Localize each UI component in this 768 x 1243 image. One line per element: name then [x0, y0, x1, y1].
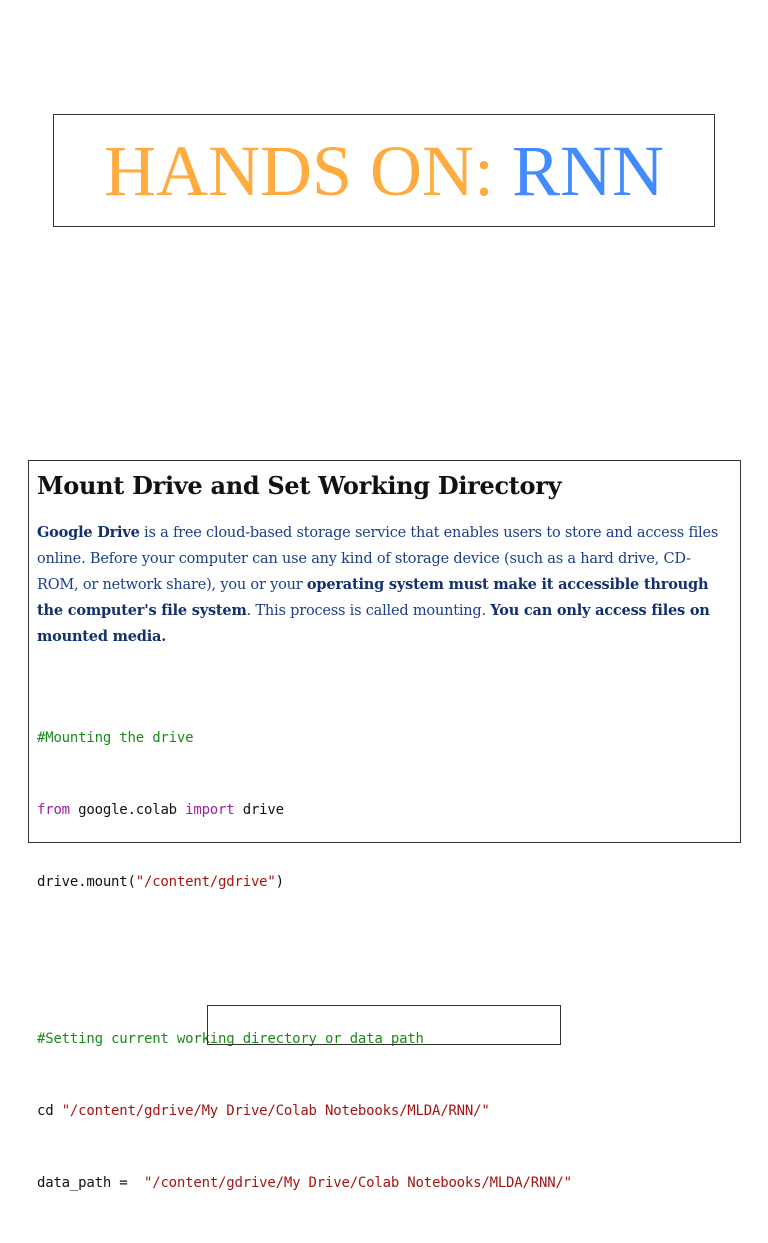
code-line-cd: [37, 1099, 732, 1123]
os-accessible-text: operating system must make it accessible through the computer's file system: [37, 576, 709, 619]
code-cd: cd: [37, 1103, 62, 1119]
para-text-2: . This process is called mounting.: [246, 603, 491, 619]
code-string-gdrive: "/content/gdrive": [135, 874, 276, 890]
code-data-path: data_path =: [37, 1175, 144, 1191]
title-part-hands-on: HANDS ON:: [103, 130, 512, 211]
para-text-1: is a free cloud-based storage service that enables users to store and access files online. Before your computer can use any kind of storage device (such as a hard drive, CD-ROM, or network share), you or your: [37, 525, 719, 593]
title-box: [53, 114, 715, 227]
title-part-rnn: RNN: [512, 130, 665, 211]
code-line-import: [37, 798, 732, 822]
code-name: drive: [234, 802, 284, 818]
google-drive-text: Google Drive: [37, 524, 140, 541]
page-title: [103, 130, 665, 211]
code-comment-mount: #Mounting the drive: [37, 730, 194, 746]
keyword-from: from: [37, 802, 70, 818]
code-string-data-path: "/content/gdrive/My Drive/Colab Notebooks/MLDA/RNN/": [143, 1175, 572, 1191]
code-line-data-path: [37, 1171, 732, 1195]
description-paragraph: [37, 520, 732, 650]
code-module: google.colab: [69, 802, 186, 818]
next-section-box: [207, 1005, 561, 1045]
code-string-cd-path: "/content/gdrive/My Drive/Colab Notebooks/MLDA/RNN/": [61, 1103, 490, 1119]
code-block-mount: [37, 678, 732, 942]
code-close: ): [275, 874, 284, 890]
code-line-mount: [37, 870, 732, 894]
mounted-media-text: You can only access files on mounted media.: [37, 602, 710, 645]
code-call: drive.mount(: [37, 874, 136, 890]
mount-drive-card: [28, 460, 741, 1191]
section-heading: Mount Drive and Set Working Directory: [37, 471, 562, 500]
keyword-import: import: [185, 802, 235, 818]
code-comment-path: #Setting current working directory or data path: [37, 1031, 424, 1047]
